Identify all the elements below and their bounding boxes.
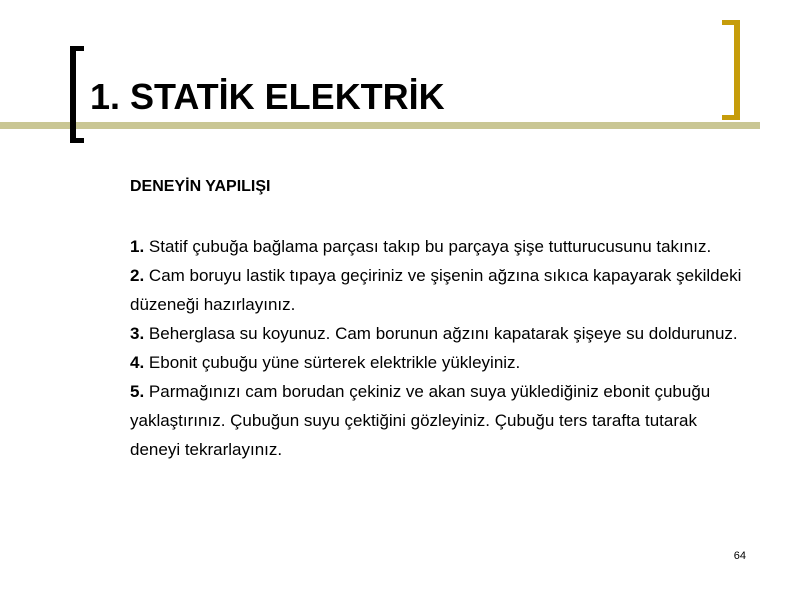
step-number: 2. xyxy=(130,266,145,285)
step-text: Ebonit çubuğu yüne sürterek elektrikle yükleyiniz. xyxy=(144,353,521,372)
page-number: 64 xyxy=(733,550,746,562)
step-text: Beherglasa su koyunuz. Cam borunun ağzını kapatarak şişeye su doldurunuz. xyxy=(144,324,738,343)
right-bracket-decoration xyxy=(722,20,740,120)
step-number: 4. xyxy=(130,353,145,372)
step-item xyxy=(130,232,750,261)
title-underline-rule xyxy=(0,122,760,129)
left-bracket-decoration xyxy=(70,46,84,143)
step-item xyxy=(130,261,750,319)
slide-title: 1. STATİK ELEKTRİK xyxy=(90,76,445,117)
section-subtitle: DENEYİN YAPILIŞI xyxy=(130,178,271,195)
step-number: 5. xyxy=(130,382,145,401)
step-item xyxy=(130,319,750,348)
slide-content xyxy=(130,174,750,464)
step-text: Cam boruyu lastik tıpaya geçiriniz ve şişenin ağzına sıkıca kapayarak şekildeki düzeneği hazırlayınız. xyxy=(130,266,742,314)
step-number: 1. xyxy=(130,237,145,256)
step-text: Statif çubuğa bağlama parçası takıp bu parçaya şişe tutturucusunu takınız. xyxy=(144,237,712,256)
steps-list xyxy=(130,232,750,464)
step-text: Parmağınızı cam borudan çekiniz ve akan suya yüklediğiniz ebonit çubuğu yaklaştırınız. Çubuğun suyu çektiğini gözleyiniz. Çubuğu ters tarafta tutarak deneyi tekrarlayınız. xyxy=(130,382,711,459)
step-item xyxy=(130,348,750,377)
spacer xyxy=(130,200,750,232)
step-number: 3. xyxy=(130,324,145,343)
step-item xyxy=(130,377,750,464)
